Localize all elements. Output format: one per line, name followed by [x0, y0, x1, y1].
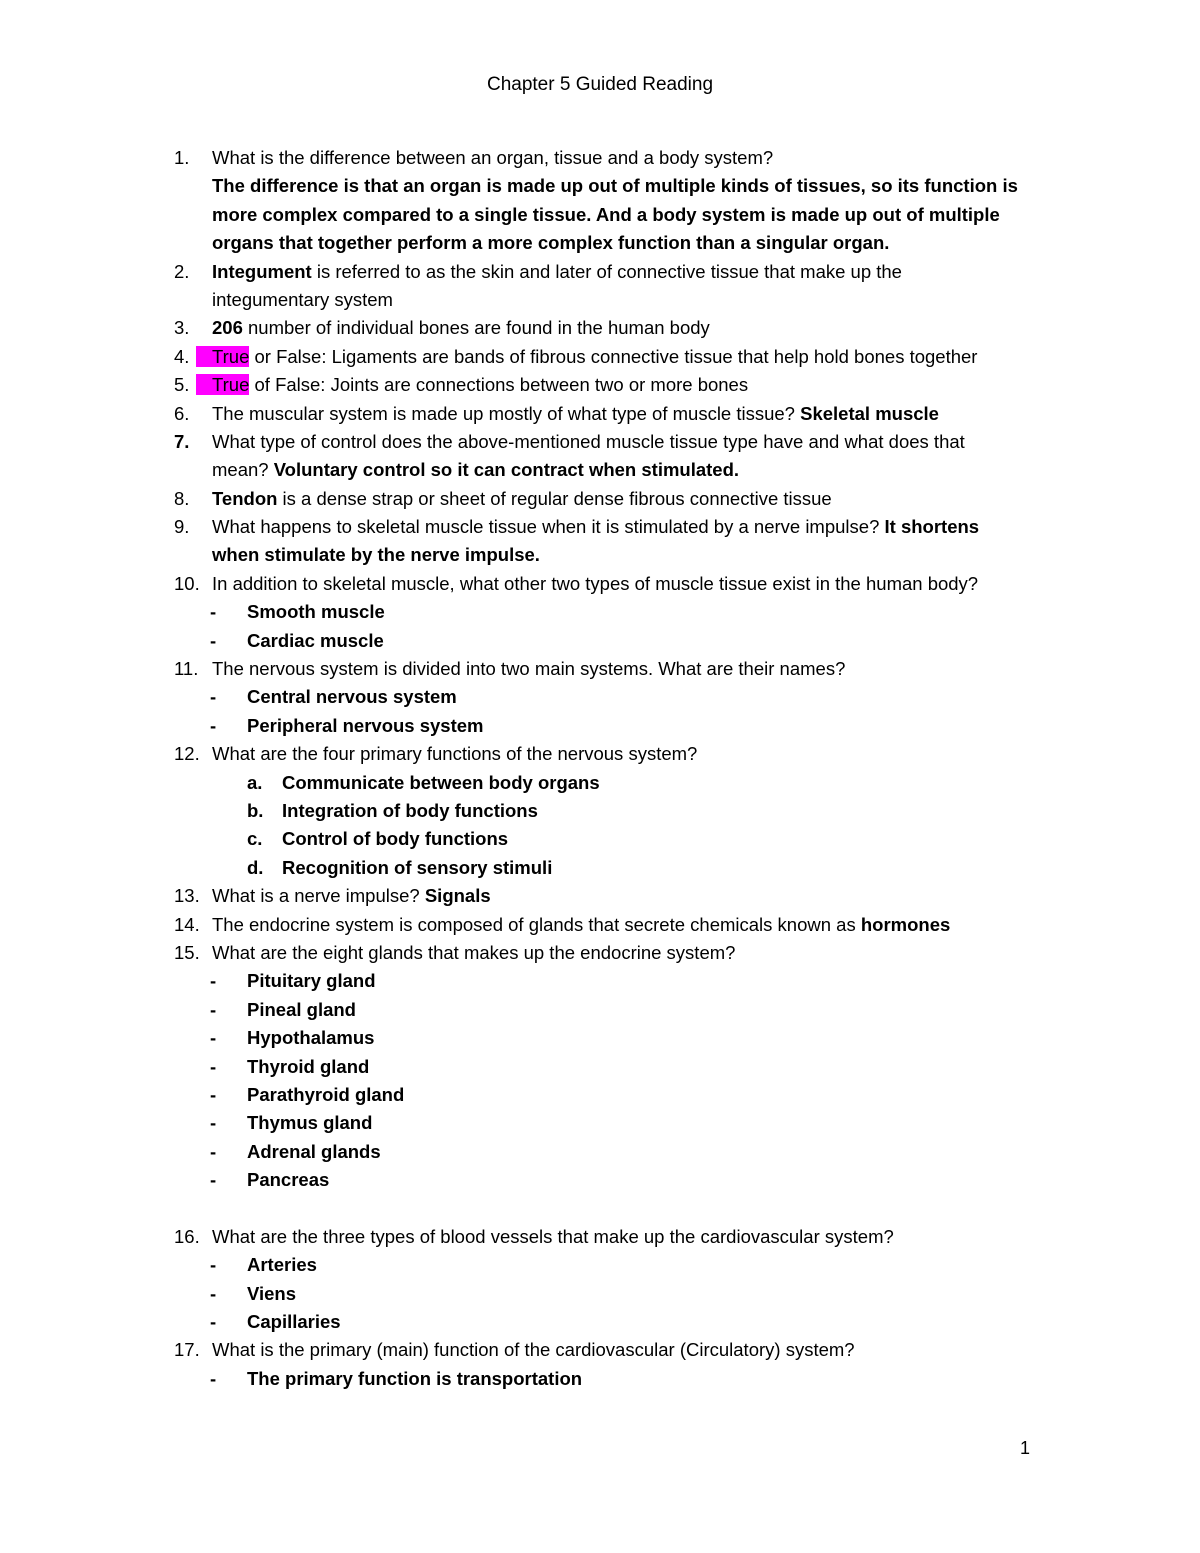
question-number: 17.: [174, 1339, 200, 1361]
question-text: The nervous system is divided into two main systems. What are their names?: [212, 658, 846, 680]
question-text: The endocrine system is composed of glands that secrete chemicals known as: [212, 913, 861, 935]
question-4: [174, 343, 1054, 371]
question-5: [174, 371, 1054, 399]
list-item: [174, 825, 1054, 853]
question-17: [174, 1336, 1054, 1364]
question-text: What type of control does the above-mentioned muscle tissue type have and what does that: [212, 430, 965, 452]
answer-text: Parathyroid gland: [247, 1083, 405, 1105]
answer-text: hormones: [860, 913, 951, 935]
bullet-dash: -: [210, 1140, 217, 1162]
list-item: [174, 1365, 1054, 1393]
answer-text: Signals: [424, 885, 491, 907]
list-item: [174, 1166, 1054, 1194]
question-number: 14.: [174, 913, 200, 935]
answer-text: Voluntary control so it can contract when stimulated.: [273, 459, 740, 481]
question-9: [174, 513, 1054, 541]
answer-text: The difference is that an organ is made up out of multiple kinds of tissues, so its function is: [212, 175, 1018, 197]
question-number: 3.: [174, 317, 190, 339]
question-number: 16.: [174, 1225, 200, 1247]
list-item: [174, 598, 1054, 626]
answer-text: Hypothalamus: [247, 1027, 375, 1049]
question-11: [174, 655, 1054, 683]
list-item: [174, 769, 1054, 797]
question-text: What are the four primary functions of the nervous system?: [212, 743, 698, 765]
question-12: [174, 740, 1054, 768]
answer-text: Skeletal muscle: [800, 402, 939, 424]
list-item: [174, 712, 1054, 740]
answer-text: Thymus gland: [247, 1112, 373, 1134]
question-text: number of individual bones are found in the human body: [242, 317, 710, 339]
question-14: [174, 911, 1054, 939]
list-letter: b.: [247, 799, 264, 821]
list-letter: c.: [247, 828, 263, 850]
list-letter: d.: [247, 856, 264, 878]
list-item: [174, 627, 1054, 655]
bullet-dash: -: [210, 1055, 217, 1077]
answer-text: Arteries: [247, 1254, 317, 1276]
question-number: 5.: [174, 374, 190, 396]
question-number: 11.: [174, 658, 199, 680]
list-item: [174, 1138, 1054, 1166]
answer-text: 206: [212, 317, 243, 339]
question-text: What are the eight glands that makes up the endocrine system?: [212, 941, 736, 963]
bullet-dash: -: [210, 686, 217, 708]
question-8: [174, 485, 1054, 513]
question-1: [174, 144, 1054, 172]
list-item: [174, 1251, 1054, 1279]
question-number: 4.: [174, 345, 190, 367]
question-13: [174, 882, 1054, 910]
answer-text: Pancreas: [247, 1169, 330, 1191]
bullet-dash: -: [210, 1254, 217, 1276]
question-text: What happens to skeletal muscle tissue when it is stimulated by a nerve impulse?: [212, 516, 885, 538]
question-text: of False: Joints are connections between two or more bones: [249, 374, 749, 396]
question-text: integumentary system: [212, 288, 393, 310]
question-2: [174, 258, 1054, 286]
answer-text: Thyroid gland: [247, 1055, 370, 1077]
bullet-dash: -: [210, 629, 217, 651]
list-item: [174, 1053, 1054, 1081]
question-3: [174, 314, 1054, 342]
highlighted-answer: True: [196, 346, 249, 367]
list-item: [174, 1308, 1054, 1336]
question-number: 12.: [174, 743, 200, 765]
highlighted-answer: True: [196, 374, 249, 395]
answer-text: Communicate between body organs: [282, 771, 600, 793]
bullet-dash: -: [210, 1311, 217, 1333]
question-number: 7.: [174, 430, 190, 452]
blank-line: [174, 1194, 1054, 1222]
question-7: [174, 428, 1054, 456]
list-item: [174, 1109, 1054, 1137]
question-number: 8.: [174, 487, 190, 509]
answer-text: more complex compared to a single tissue. And a body system is made up out of multiple: [212, 203, 1000, 225]
answer-text: It shortens: [884, 516, 980, 538]
answer-text: Pineal gland: [247, 998, 356, 1020]
question-text: What is a nerve impulse?: [212, 885, 425, 907]
bullet-dash: -: [210, 1112, 217, 1134]
question-text: or False: Ligaments are bands of fibrous connective tissue that help hold bones together: [249, 345, 978, 367]
bullet-dash: -: [210, 1367, 217, 1389]
list-item: [174, 1280, 1054, 1308]
list-item: [174, 996, 1054, 1024]
list-item: [174, 854, 1054, 882]
bullet-dash: -: [210, 714, 217, 736]
answer-line: [174, 229, 1054, 257]
answer-line: [174, 201, 1054, 229]
question-number: 15.: [174, 941, 200, 963]
bullet-dash: -: [210, 1169, 217, 1191]
list-item: [174, 1081, 1054, 1109]
answer-text: Recognition of sensory stimuli: [282, 856, 553, 878]
question-10: [174, 570, 1054, 598]
list-item: [174, 797, 1054, 825]
answer-line: [174, 172, 1054, 200]
answer-text: Capillaries: [247, 1311, 341, 1333]
answer-text: Integument: [212, 260, 312, 282]
answer-text: Tendon: [212, 487, 278, 509]
list-item: [174, 1024, 1054, 1052]
question-text: mean?: [212, 459, 274, 481]
question-6: [174, 400, 1054, 428]
bullet-dash: -: [210, 1027, 217, 1049]
answer-text: Cardiac muscle: [247, 629, 384, 651]
bullet-dash: -: [210, 1083, 217, 1105]
bullet-dash: -: [210, 970, 217, 992]
question-16: [174, 1223, 1054, 1251]
bullet-dash: -: [210, 998, 217, 1020]
question-number: 1.: [174, 147, 190, 168]
answer-text: Peripheral nervous system: [247, 714, 484, 736]
bullet-dash: -: [210, 1282, 217, 1304]
question-15: [174, 939, 1054, 967]
question-text: What are the three types of blood vessels that make up the cardiovascular system?: [212, 1225, 894, 1247]
question-text: In addition to skeletal muscle, what other two types of muscle tissue exist in the human body?: [212, 572, 979, 594]
document-title: Chapter 5 Guided Reading: [486, 74, 714, 95]
question-number: 2.: [174, 260, 190, 282]
list-item: [174, 683, 1054, 711]
answer-text: Control of body functions: [282, 828, 509, 850]
page-number: 1: [1020, 1438, 1031, 1458]
answer-text: Adrenal glands: [247, 1140, 381, 1162]
question-text: What is the primary (main) function of the cardiovascular (Circulatory) system?: [212, 1339, 855, 1361]
question-text: is a dense strap or sheet of regular dense fibrous connective tissue: [277, 487, 832, 509]
bullet-dash: -: [210, 601, 217, 623]
answer-text: Integration of body functions: [282, 799, 538, 821]
question-number: 13.: [174, 885, 200, 907]
list-item: [174, 967, 1054, 995]
answer-text: organs that together perform a more complex function than a singular organ.: [212, 232, 890, 254]
list-letter: a.: [247, 771, 263, 793]
question-text: The muscular system is made up mostly of what type of muscle tissue?: [212, 402, 801, 424]
question-number: 10.: [174, 572, 200, 594]
answer-text: Pituitary gland: [247, 970, 376, 992]
question-text: What is the difference between an organ, tissue and a body system?: [212, 147, 774, 168]
question-text: is referred to as the skin and later of connective tissue that make up the: [311, 260, 902, 282]
answer-text: The primary function is transportation: [247, 1367, 583, 1389]
answer-text: Viens: [247, 1282, 297, 1304]
answer-text: when stimulate by the nerve impulse.: [212, 544, 540, 566]
question-number: 6.: [174, 402, 190, 424]
answer-text: Central nervous system: [247, 686, 457, 708]
question-number: 9.: [174, 516, 190, 538]
question-list: [174, 144, 1054, 1393]
answer-text: Smooth muscle: [247, 601, 385, 623]
